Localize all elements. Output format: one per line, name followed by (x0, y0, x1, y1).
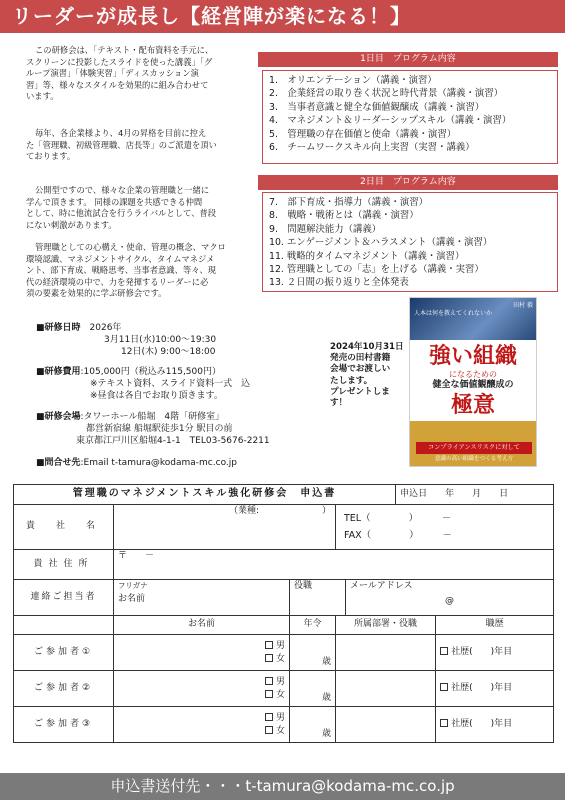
tel-field: TEL（ ） － (344, 513, 452, 524)
participant-3-career-field[interactable]: 社歴( )年目 (436, 707, 554, 743)
address-label: 貴社住所 (14, 550, 114, 580)
program-item: 10. エンゲージメント＆ハラスメント（講義・演習） (269, 237, 493, 249)
col-header-name: お名前 (114, 616, 290, 635)
program-item: 5. 管理職の存在価値と使命（講義・演習） (269, 128, 457, 140)
day1-program-header: 1日目 プログラム内容 (258, 52, 558, 67)
program-item: 7. 部下育成・指導力（講義・演習） (269, 197, 428, 208)
female-checkbox[interactable] (265, 654, 273, 662)
participant-3-dept-field[interactable] (336, 707, 436, 743)
participant-1-career-field[interactable]: 社歴( )年目 (436, 635, 554, 671)
male-checkbox[interactable] (265, 677, 273, 685)
seminar-contact: ■問合せ先:Email t-tamura@kodama-mc.co.jp (36, 458, 237, 468)
program-item: 2. 企業経営の取り巻く状況と時代背景（講義・演習） (269, 88, 503, 100)
book-cover-image: 人本は何を教えてくれないか 田村 毅 強い組織 になるための 健全な価値観醸成の 極意 コンプライアンスリスクに対して 意識の高い組織をつくる考え方 (409, 297, 537, 467)
intro-paragraph-4: 管理職としての心構え・使命、管理の概念、マクロ 環境認識、マネジメントサイクル、タイムマネジメ ント、部下育成、戦略思考、当事者意識、等々、現 代の経済環境の中で、力を発揮するリーダーに必 須の要素を効果的に学ぶ研修会です。 (26, 242, 226, 299)
participant-row-2: ご参加者② 男 女 歳 社歴( )年目 (14, 671, 554, 707)
col-header-age: 年令 (290, 616, 336, 635)
participant-2-age-field[interactable]: 歳 (290, 671, 336, 707)
participant-3-age-field[interactable]: 歳 (290, 707, 336, 743)
book-title-big: 極意 (450, 392, 495, 418)
participant-1-name-field[interactable]: 男 女 (114, 635, 290, 671)
male-checkbox[interactable] (265, 713, 273, 721)
company-name-label: 貴 社 名 (14, 505, 114, 550)
participant-row-3: ご参加者③ 男 女 歳 社歴( )年目 (14, 707, 554, 743)
fax-field: FAX（ ） － (344, 530, 452, 541)
participant-2-career-field[interactable]: 社歴( )年目 (436, 671, 554, 707)
career-checkbox[interactable] (440, 647, 448, 655)
program-item: 11. 戦略的タイムマネジメント（講義・演習） (269, 250, 465, 262)
career-checkbox[interactable] (440, 719, 448, 727)
footer-send-to: 申込書送付先・・・t-tamura@kodama-mc.co.jp (0, 773, 565, 800)
participant-1-age-field[interactable]: 歳 (290, 635, 336, 671)
form-title: 管理職のマネジメントスキル強化研修会 申込書 (14, 485, 396, 505)
contact-person-label: 連絡ご担当者 (14, 580, 114, 616)
program-item: 1. オリエンテーション（講義・演習） (269, 75, 437, 86)
application-form (13, 484, 553, 743)
contact-name-field[interactable]: フリガナ お名前 (114, 580, 290, 616)
intro-paragraph-1: この研修会は、「テキスト・配布資料を手元に、 スクリーンに投影したスライドを使った講義」「グ ループ演習」「体験実習」「ディスカッション演 習」等、様々なスタイルを効果的に組み合わせて います。 (26, 45, 214, 102)
phone-fax-field[interactable] (336, 505, 554, 550)
header-banner: リーダーが成長し【経営陣が楽になる！】 (0, 0, 565, 33)
program-item: 12. 管理職としての「志」を上げる（講義・実習） (269, 264, 484, 276)
col-header-dept: 所属部署・役職 (336, 616, 436, 635)
program-item: 6. チームワークスキル向上実習（実習・講義） (269, 142, 475, 154)
seminar-date: ■研修日時 2026年 3月11日(水)10:00～19:30 12日(木) 9:00～18:00 (36, 323, 217, 357)
program-item: 13. ２日間の振り返りと全体発表 (269, 277, 409, 289)
day1-program-list (262, 70, 558, 164)
contact-email-link[interactable]: :Email t-tamura@kodama-mc.co.jp (80, 458, 237, 468)
address-field[interactable]: 〒 － (114, 550, 554, 580)
seminar-fee: ■研修費用:105,000円（税込み115,500円） ※テキスト資料、スライド資料一式 込 ※昼食は各自でお取り頂きます。 (36, 367, 251, 401)
intro-paragraph-3: 公開型ですので、様々な企業の管理職と一緒に 学んで頂きます。 同様の課題を共感できる仲間 として、時に他流試合を行うライバルとして、普段 にない刺激があります。 (26, 185, 217, 230)
participant-1-dept-field[interactable] (336, 635, 436, 671)
participant-2-name-field[interactable]: 男 女 (114, 671, 290, 707)
book-title: 強い組織 (428, 343, 517, 369)
col-header-career: 職歴 (436, 616, 554, 635)
male-checkbox[interactable] (265, 641, 273, 649)
female-checkbox[interactable] (265, 726, 273, 734)
company-name-field[interactable] (114, 505, 336, 550)
program-item: 3. 当事者意識と健全な価値観醸成（講義・演習） (269, 101, 485, 113)
program-item: 4. マネジメント＆リーダーシップスキル（講義・演習） (269, 115, 512, 127)
female-checkbox[interactable] (265, 690, 273, 698)
day2-program-list (262, 192, 558, 292)
seminar-venue: ■研修会場:タワーホール船堀 4階「研修室」 都営新宿線 船堀駅徒歩1分 駅目の前 東京都江戸川区船堀4-1-1 TEL03-5676-2211 (36, 412, 270, 446)
intro-paragraph-2: 毎年、各企業様より、4月の昇格を目前に控え た「管理職、初級管理職、店長等」のご派遣を頂い ております。 (26, 128, 217, 162)
day2-program-header: 2日目 プログラム内容 (258, 175, 558, 190)
program-item: 8. 戦略・戦術とは（講義・演習） (269, 210, 419, 222)
contact-email-field[interactable]: メールアドレス @ (346, 580, 554, 616)
apply-date-field[interactable]: 申込日 年 月 日 (396, 485, 554, 505)
participant-row-1: ご参加者① 男 女 歳 社歴( )年目 (14, 635, 554, 671)
book-present-note: 2024年10月31日 発売の田村書籍 会場でお渡しい たします。 プレゼントしま す！ (330, 342, 404, 409)
industry-field: （業種: ） (228, 506, 331, 516)
participant-3-name-field[interactable]: 男 女 (114, 707, 290, 743)
career-checkbox[interactable] (440, 683, 448, 691)
participant-2-dept-field[interactable] (336, 671, 436, 707)
book-author: 田村 毅 (513, 302, 533, 309)
program-item: 9. 問題解決能力（講義） (269, 223, 382, 235)
contact-role-field[interactable]: 役職 (290, 580, 346, 616)
